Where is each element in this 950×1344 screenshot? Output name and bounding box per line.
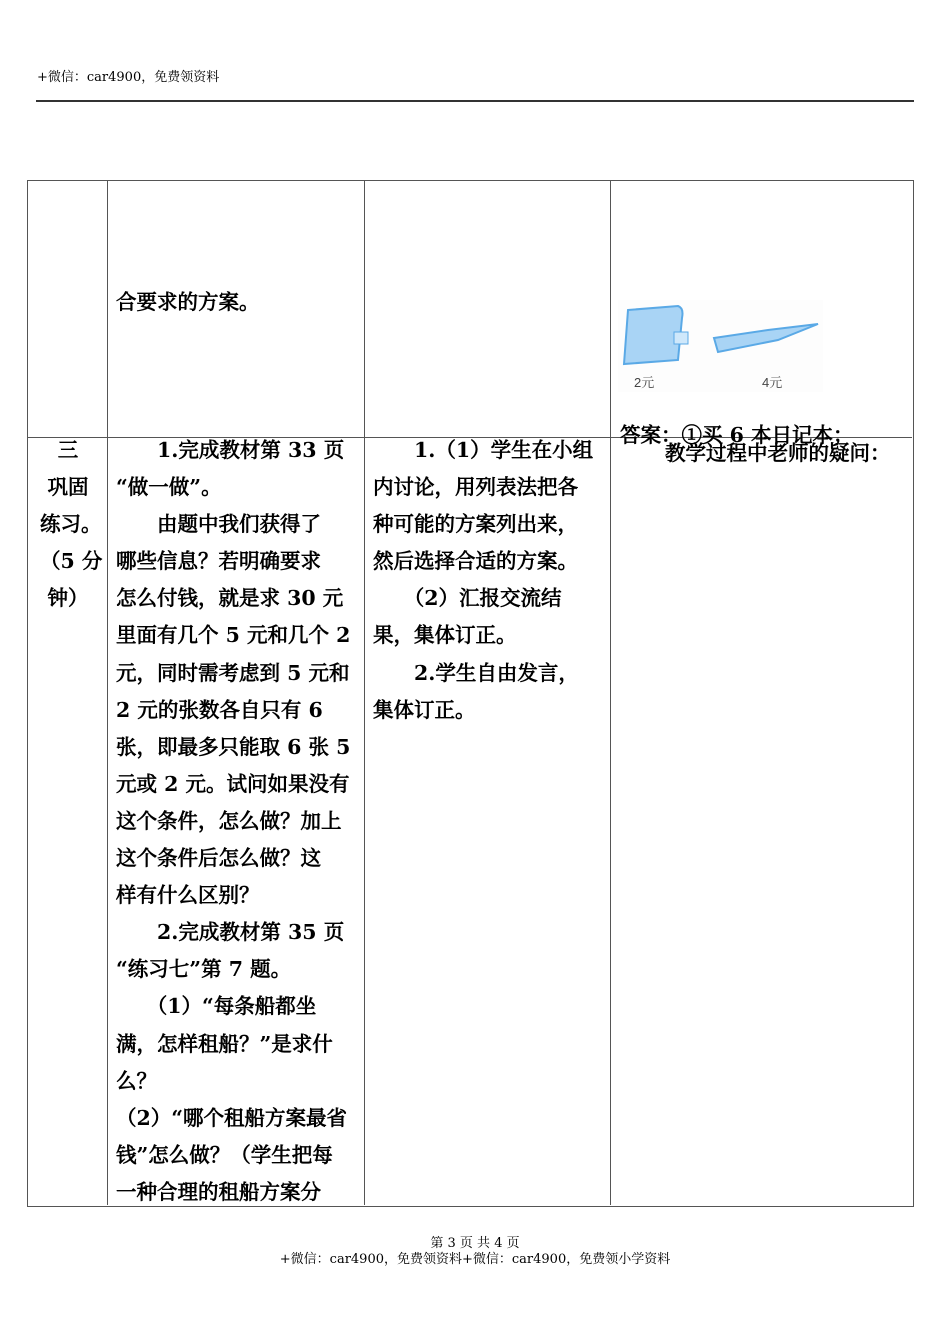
page-number: 第 3 页 共 4 页: [430, 1236, 520, 1251]
text-line: 满，怎样租船？”是求什: [116, 1031, 333, 1056]
text-line: 巩固: [47, 475, 89, 500]
text-line: 张，即最多只能取 6 张 5: [116, 734, 351, 759]
text-line: 由题中我们获得了: [116, 512, 321, 537]
text-line: 钟）: [47, 586, 89, 611]
text-line: 里面有几个 5 元和几个 2: [116, 623, 351, 648]
text-line: 2 元的张数各自只有 6: [116, 697, 323, 722]
divider: [610, 180, 611, 1205]
row2-col3: [373, 432, 593, 729]
divider: [107, 180, 108, 1205]
text-line: 果，集体订正。: [373, 623, 517, 648]
text-line: 内讨论，用列表法把各: [373, 475, 578, 500]
text-line: 这个条件后怎么做？这: [116, 846, 321, 871]
text-line: 么？: [116, 1068, 157, 1093]
text-line: 练习。: [40, 512, 102, 537]
text-line: “练习七”第 7 题。: [116, 957, 292, 982]
text-line: 2.学生自由发言，: [373, 660, 579, 685]
row2-col1: [40, 432, 103, 617]
text-line: （2）“哪个租船方案最省: [116, 1105, 348, 1130]
text-line: 种可能的方案列出来，: [373, 512, 578, 537]
page-footer: +微信：car4900，免费领资料+微信：car4900，免费领小学资料: [279, 1252, 671, 1267]
teacher-question-label: 教学过程中老师的疑问：: [665, 441, 891, 465]
text-line: （2）汇报交流结: [373, 586, 562, 611]
text-line: 然后选择合适的方案。: [373, 549, 578, 574]
text-line: 一种合理的租船方案分: [116, 1179, 321, 1204]
header-rule: [36, 100, 914, 102]
text-line: 1.（1）学生在小组: [373, 438, 594, 462]
text-line: 哪些信息？若明确要求: [116, 549, 321, 574]
text-line: 1.完成教材第 33 页: [116, 438, 345, 462]
pen-price: 4元: [762, 375, 783, 390]
diary-price: 2元: [634, 375, 655, 390]
text-line: 2.完成教材第 35 页: [116, 920, 345, 945]
page-header: +微信：car4900，免费领资料: [37, 70, 220, 85]
diary-pen-picture: [618, 300, 823, 392]
row2-col2: [116, 432, 350, 1211]
text-line: “做一做”。: [116, 475, 222, 500]
text-line: （1）“每条船都坐: [116, 994, 317, 1019]
text-line: 集体订正。: [373, 697, 476, 722]
text-line: 元，同时需考虑到 5 元和: [116, 660, 350, 685]
divider: [364, 180, 365, 1205]
text-line: 三: [57, 438, 79, 462]
answer-text: 答案：①买 6 本日记本；: [620, 423, 854, 447]
text-line: 钱”怎么做？（学生把每: [116, 1142, 333, 1167]
text-line: 元或 2 元。试问如果没有: [116, 771, 350, 796]
text-line: （5 分: [40, 549, 103, 574]
text-line: 样有什么区别？: [116, 883, 260, 908]
row1-col2-text: 合要求的方案。: [116, 290, 260, 314]
text-line: 怎么付钱，就是求 30 元: [116, 586, 344, 611]
text-line: 这个条件，怎么做？加上: [116, 808, 342, 833]
